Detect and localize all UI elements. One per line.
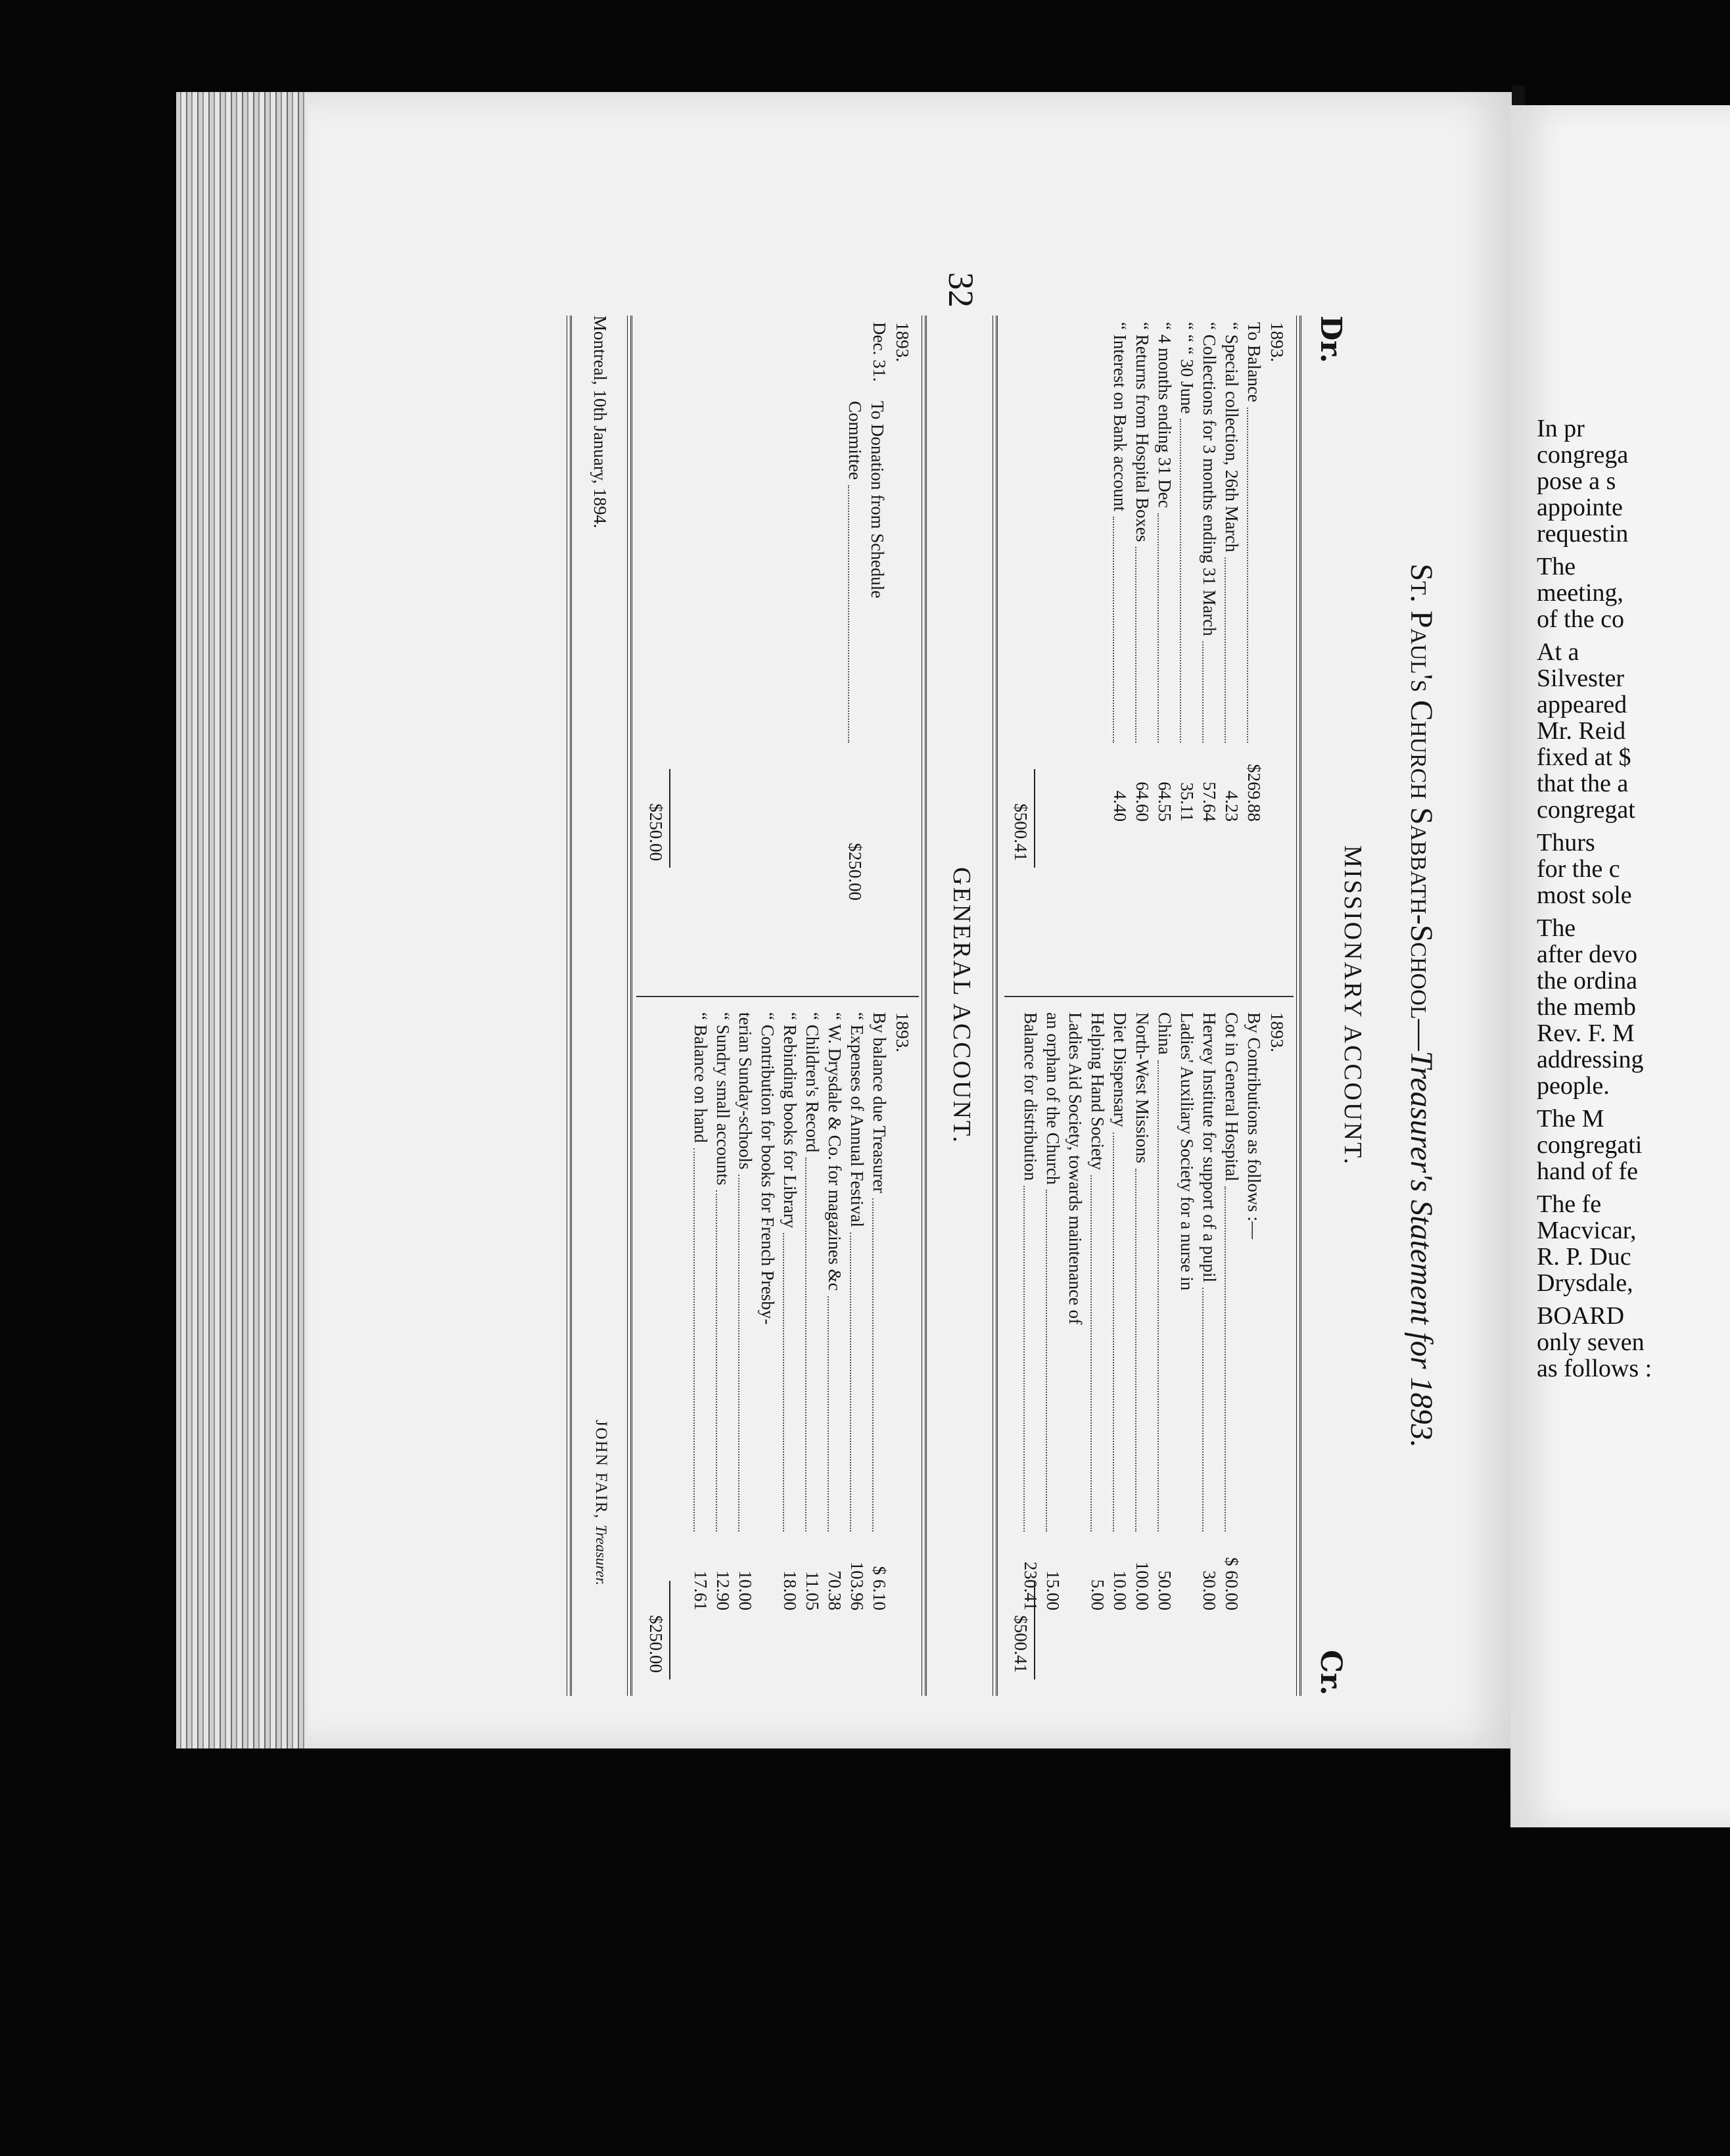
general-credit-row <box>712 1012 734 1689</box>
missionary-debit-amount: 4.23 <box>1222 790 1242 822</box>
missionary-debit-leader-dots <box>1247 408 1248 743</box>
right-page-text-line: congregat <box>1537 796 1635 824</box>
right-page-text-line: Silvester <box>1537 665 1624 692</box>
general-credit-row <box>846 1012 868 1689</box>
general-credit-rows <box>690 1012 891 1689</box>
missionary-credit-rows <box>1019 1012 1243 1689</box>
missionary-column-divider <box>1004 996 1294 997</box>
missionary-credit-label: Ladies' Auxiliary Society for a nurse in <box>1177 1012 1197 1291</box>
right-page-text-line: only seven <box>1537 1328 1645 1356</box>
title-church: St. Paul's Church Sabbath-School <box>1404 563 1439 1019</box>
right-page-text-line: R. P. Duc <box>1537 1243 1631 1271</box>
general-debit-rows <box>844 401 889 979</box>
right-page-text-line: requestin <box>1537 520 1629 548</box>
general-debit-row <box>866 401 889 979</box>
missionary-credit-row <box>1042 1012 1064 1689</box>
general-credit-label: terian Sunday-schools <box>736 1012 755 1170</box>
right-page-text-line: that the a <box>1537 770 1629 797</box>
general-credit-row <box>868 1012 891 1689</box>
missionary-debit-amount: $269.88 <box>1244 764 1264 822</box>
missionary-credit-leader-dots <box>1225 1186 1226 1532</box>
missionary-debit-row <box>1154 322 1176 979</box>
missionary-debit-amount: 4.40 <box>1110 790 1130 822</box>
missionary-credit-row <box>1198 1012 1221 1689</box>
missionary-credit-leader-dots <box>1046 1190 1047 1532</box>
statement-title <box>1403 316 1439 1696</box>
right-page-text-line: most sole <box>1537 881 1632 909</box>
missionary-credit-row <box>1087 1012 1109 1689</box>
general-credit-leader-dots <box>828 1296 829 1532</box>
right-page-text-line: The fe <box>1537 1190 1602 1218</box>
missionary-credit-leader-dots <box>1202 1288 1204 1532</box>
general-credit-label: “ Sundry small accounts <box>713 1012 733 1186</box>
general-debit-date: Dec. 31. <box>870 322 889 382</box>
right-page-text-line: congrega <box>1537 441 1629 469</box>
general-credit-leader-dots <box>783 1233 784 1532</box>
general-debit-leader-dots <box>848 485 849 743</box>
general-credit-row <box>757 1012 779 1689</box>
general-credit-leader-dots <box>872 1198 874 1532</box>
missionary-debit-label: “ Collections for 3 months ending 31 March <box>1200 322 1219 636</box>
book-page-edges <box>176 92 314 1748</box>
right-page-text-line: as follows : <box>1537 1355 1652 1382</box>
general-debit-side <box>845 322 912 979</box>
right-page-text-line: fixed at $ <box>1537 743 1631 771</box>
general-bottom-rule <box>627 316 632 1696</box>
general-account <box>624 316 927 1696</box>
right-page-text-line: congregati <box>1537 1131 1643 1159</box>
missionary-credit-leader-dots <box>1090 1175 1092 1532</box>
right-page-text-line: The <box>1537 914 1576 942</box>
right-page-text-line: appointe <box>1537 494 1623 521</box>
missionary-credit-intro: By Contributions as follows :— <box>1244 1012 1264 1240</box>
footer-date: Montreal, 10th January, 1894. <box>590 316 610 528</box>
missionary-credit-total: $500.41 <box>1011 1615 1031 1673</box>
general-credit-label: “ Rebinding books for Library <box>780 1012 800 1229</box>
general-credit-leader-dots <box>738 1175 739 1532</box>
missionary-credit-row <box>1221 1012 1243 1689</box>
missionary-debit-row <box>1109 322 1131 979</box>
right-page-text-line: Rev. F. M <box>1537 1019 1635 1047</box>
general-credit-label: By balance due Treasurer <box>870 1012 889 1194</box>
general-credit-total-rule <box>669 1581 670 1679</box>
missionary-credit-amount: 30.00 <box>1200 1570 1219 1610</box>
right-page-text-line: At a <box>1537 638 1579 666</box>
missionary-debit-row <box>1176 322 1198 979</box>
general-debit-total-rule <box>669 769 670 868</box>
right-page-text-line: Thurs <box>1537 829 1595 856</box>
missionary-debit-row <box>1243 322 1265 979</box>
general-credit-row <box>690 1012 712 1689</box>
general-credit-row <box>824 1012 846 1689</box>
missionary-debit-label: “ “ “ 30 June <box>1177 322 1197 414</box>
missionary-debit-amount: 57.64 <box>1200 782 1219 822</box>
general-credit-amount: 10.00 <box>736 1570 755 1610</box>
missionary-credit-label: an orphan of the Church <box>1043 1012 1063 1185</box>
missionary-credit-year: 1893. <box>1267 1012 1287 1052</box>
missionary-account-heading: MISSIONARY ACCOUNT. <box>1339 845 1367 1166</box>
missionary-top-rule <box>1296 316 1301 1696</box>
right-page <box>1510 105 1730 1827</box>
missionary-debit-amount: 64.55 <box>1155 782 1175 822</box>
general-credit-label: “ Expenses of Annual Festival <box>847 1012 867 1227</box>
missionary-credit-label: Balance for distribution <box>1021 1012 1040 1181</box>
missionary-credit-amount: 100.00 <box>1133 1561 1152 1610</box>
missionary-debit-rows <box>1109 322 1265 979</box>
right-page-text-line: after devo <box>1537 941 1637 968</box>
missionary-credit-row <box>1131 1012 1154 1689</box>
missionary-credit-row <box>1176 1012 1198 1689</box>
general-debit-label: To Donation from Schedule <box>868 401 887 599</box>
credit-marker: Cr. <box>1314 1650 1347 1696</box>
missionary-credit-row <box>1064 1012 1087 1689</box>
missionary-debit-total: $500.41 <box>1011 803 1031 861</box>
title-dash: — <box>1404 1019 1439 1051</box>
general-credit-side <box>690 1012 912 1689</box>
missionary-debit-label: To Balance <box>1244 322 1264 402</box>
missionary-credit-label: Ladies Aid Society, towards maintenance of <box>1065 1012 1085 1325</box>
missionary-credit-row <box>1109 1012 1131 1689</box>
general-credit-label: “ Children's Record <box>803 1012 822 1153</box>
right-page-text-line: for the c <box>1537 855 1620 883</box>
debit-marker: Dr. <box>1314 316 1347 363</box>
missionary-debit-label: “ 4 months ending 31 Dec <box>1155 322 1175 508</box>
page-number: 32 <box>941 272 981 308</box>
treasurer-statement <box>427 316 1439 1696</box>
right-page-text-line: The <box>1537 553 1576 580</box>
missionary-credit-amount: 10.00 <box>1110 1570 1130 1610</box>
right-page-text-line: meeting, <box>1537 579 1624 607</box>
general-credit-amount: 17.61 <box>691 1570 711 1610</box>
missionary-debit-total-rule <box>1034 769 1035 868</box>
missionary-debit-label: “ Special collection, 26th March <box>1222 322 1242 553</box>
general-credit-amount: 70.38 <box>825 1570 845 1610</box>
general-account-heading: GENERAL ACCOUNT. <box>948 867 975 1144</box>
title-statement: Treasurer's Statement for 1893. <box>1404 1050 1439 1448</box>
right-page-text-line: In pr <box>1537 415 1585 442</box>
missionary-debit-year: 1893. <box>1267 322 1287 362</box>
missionary-debit-leader-dots <box>1225 557 1226 743</box>
footer-rule <box>567 316 572 1696</box>
right-page-text-line: hand of fe <box>1537 1158 1639 1185</box>
general-credit-leader-dots <box>693 1148 695 1532</box>
missionary-credit-leader-dots <box>1135 1169 1136 1532</box>
right-page-text-line: pose a s <box>1537 467 1616 495</box>
right-page-text-line: the ordina <box>1537 967 1638 995</box>
missionary-credit-side <box>1019 1012 1287 1689</box>
general-credit-label: “ Balance on hand <box>691 1012 711 1143</box>
general-credit-leader-dots <box>716 1190 717 1532</box>
footer-signature: JOHN FAIR, Treasurer. <box>592 1420 610 1585</box>
missionary-debit-side <box>1109 322 1287 979</box>
missionary-credit-label: China <box>1155 1012 1175 1055</box>
general-credit-label: “ W. Drysdale & Co. for magazines &c <box>825 1012 845 1291</box>
general-debit-label: Committee <box>845 401 865 480</box>
general-credit-amount: 103.96 <box>847 1561 867 1610</box>
missionary-credit-total-rule <box>1034 1581 1035 1679</box>
right-page-text-line: Macvicar, <box>1537 1217 1637 1244</box>
general-credit-amount: 18.00 <box>780 1570 800 1610</box>
general-credit-amount: 11.05 <box>803 1571 822 1610</box>
missionary-account <box>993 316 1301 1696</box>
missionary-credit-amount: 230.41 <box>1021 1561 1040 1610</box>
missionary-credit-leader-dots <box>1023 1186 1025 1532</box>
missionary-credit-label: Cot in General Hospital <box>1222 1012 1242 1182</box>
missionary-credit-amount: 15.00 <box>1043 1570 1063 1610</box>
general-credit-year: 1893. <box>893 1012 912 1052</box>
missionary-credit-label: Hervey Institute for support of a pupil <box>1200 1012 1219 1282</box>
general-credit-amount: $ 6.10 <box>870 1566 889 1610</box>
missionary-debit-leader-dots <box>1202 642 1204 743</box>
general-credit-label: “ Contribution for books for French Presby- <box>758 1012 778 1325</box>
right-page-text-line: Mr. Reid <box>1537 717 1626 745</box>
missionary-credit-label: Diet Dispensary <box>1110 1012 1130 1127</box>
right-page-text-line: people. <box>1537 1072 1610 1100</box>
general-debit-amount: $250.00 <box>845 843 865 901</box>
right-page-text-line: addressing <box>1537 1046 1644 1073</box>
missionary-debit-row <box>1131 322 1154 979</box>
right-page-text-line: BOARD <box>1537 1302 1625 1330</box>
missionary-debit-leader-dots <box>1157 513 1159 743</box>
missionary-debit-leader-dots <box>1113 517 1114 743</box>
right-page-text-line: the memb <box>1537 993 1636 1021</box>
general-credit-row <box>801 1012 824 1689</box>
general-credit-total: $250.00 <box>646 1615 666 1673</box>
missionary-debit-leader-dots <box>1180 419 1181 743</box>
missionary-debit-label: “ Interest on Bank account <box>1110 322 1130 511</box>
missionary-credit-leader-dots <box>1157 1060 1159 1532</box>
missionary-debit-row <box>1198 322 1221 979</box>
general-debit-year: 1893. <box>893 322 912 362</box>
right-page-text-line: appeared <box>1537 691 1627 718</box>
general-debit-row <box>844 401 866 979</box>
general-credit-row <box>734 1012 757 1689</box>
missionary-debit-leader-dots <box>1135 547 1136 743</box>
missionary-credit-leader-dots <box>1113 1133 1114 1532</box>
general-credit-row <box>779 1012 801 1689</box>
general-credit-leader-dots <box>850 1232 851 1532</box>
missionary-credit-label: Helping Hand Society <box>1088 1012 1108 1170</box>
general-column-divider <box>636 996 919 997</box>
right-page-text-line: Drysdale, <box>1537 1269 1633 1297</box>
missionary-bottom-rule <box>993 316 998 1696</box>
right-page-text-line: The M <box>1537 1105 1604 1133</box>
missionary-credit-amount: 5.00 <box>1088 1579 1108 1610</box>
missionary-credit-row <box>1154 1012 1176 1689</box>
missionary-credit-label: North-West Missions <box>1133 1012 1152 1163</box>
missionary-debit-amount: 64.60 <box>1133 782 1152 822</box>
general-top-rule <box>922 316 927 1696</box>
missionary-debit-row <box>1221 322 1243 979</box>
general-debit-total: $250.00 <box>646 803 666 861</box>
missionary-debit-amount: 35.11 <box>1177 782 1197 822</box>
missionary-credit-amount: 50.00 <box>1155 1570 1175 1610</box>
general-credit-amount: 12.90 <box>713 1570 733 1610</box>
missionary-credit-amount: $ 60.00 <box>1222 1557 1242 1610</box>
missionary-debit-label: “ Returns from Hospital Boxes <box>1133 322 1152 542</box>
right-page-text-line: of the co <box>1537 605 1624 633</box>
general-credit-leader-dots <box>805 1158 807 1532</box>
